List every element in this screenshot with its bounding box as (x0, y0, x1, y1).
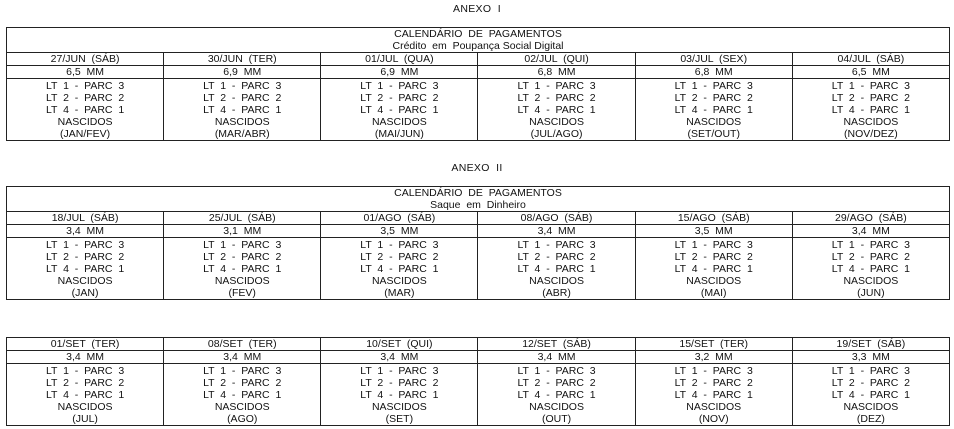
date-cell: 30/JUN (TER) (164, 53, 321, 66)
date-cell: 02/JUL (QUI) (478, 53, 635, 66)
lot-line: LT 2 - PARC 2 (517, 377, 596, 389)
lot-cell (321, 79, 478, 141)
amount-cell: 3,4 MM (478, 225, 635, 238)
annex-1-lot-row (7, 79, 950, 141)
annex-1-title: ANEXO I (453, 3, 501, 15)
lot-line: LT 4 - PARC 1 (831, 263, 910, 275)
lot-line: LT 2 - PARC 2 (45, 92, 125, 104)
lot-line: LT 1 - PARC 3 (360, 239, 439, 251)
lot-line: LT 2 - PARC 2 (674, 92, 753, 104)
birth-months: (MAI) (700, 287, 727, 299)
born-label: NASCIDOS (371, 275, 427, 287)
birth-months: (MAR) (384, 287, 415, 299)
lot-line: LT 2 - PARC 2 (203, 92, 282, 104)
lot-line: LT 2 - PARC 2 (831, 251, 910, 263)
lot-line: LT 4 - PARC 1 (45, 389, 125, 401)
annex-2-table-title: CALENDÁRIO DE PAGAMENTOS (394, 187, 562, 199)
lot-line: LT 4 - PARC 1 (203, 389, 282, 401)
birth-months: (OUT) (541, 413, 572, 425)
born-label: NASCIDOS (529, 401, 584, 413)
lot-line: LT 1 - PARC 3 (517, 239, 596, 251)
date-cell: 18/JUL (SÁB) (7, 212, 164, 225)
annex-2-lot-row (7, 238, 950, 300)
lot-line: LT 2 - PARC 2 (517, 251, 596, 263)
lot-line: LT 4 - PARC 1 (45, 263, 125, 275)
annex-2-header (7, 187, 950, 212)
lot-line: LT 1 - PARC 3 (45, 365, 125, 377)
lot-line: LT 1 - PARC 3 (517, 365, 596, 377)
amount-cell: 3,5 MM (635, 225, 792, 238)
lot-line: LT 2 - PARC 2 (674, 251, 753, 263)
lot-line: LT 4 - PARC 1 (517, 263, 596, 275)
annex-2b-date-row (7, 338, 950, 351)
lot-line: LT 4 - PARC 1 (674, 104, 753, 116)
lot-cell (164, 238, 321, 300)
born-label: NASCIDOS (529, 275, 584, 287)
birth-months: (MAI/JUN) (374, 128, 424, 140)
annex-1-table (6, 27, 950, 141)
amount-cell: 3,4 MM (164, 351, 321, 364)
lot-line: LT 1 - PARC 3 (674, 365, 753, 377)
birth-months: (NOV) (698, 413, 729, 425)
annex-2-amount-row (7, 225, 950, 238)
annex-2-table (6, 186, 950, 300)
amount-cell: 6,9 MM (164, 66, 321, 79)
born-label: NASCIDOS (686, 275, 742, 287)
born-label: NASCIDOS (57, 401, 113, 413)
lot-line: LT 2 - PARC 2 (831, 92, 910, 104)
lot-cell (792, 364, 949, 426)
born-label: NASCIDOS (214, 275, 270, 287)
lot-line: LT 1 - PARC 3 (831, 365, 910, 377)
lot-cell (478, 79, 635, 141)
date-cell: 08/AGO (SÁB) (478, 212, 635, 225)
lot-cell (635, 79, 792, 141)
lot-cell (321, 238, 478, 300)
lot-line: LT 4 - PARC 1 (45, 104, 125, 116)
lot-line: LT 4 - PARC 1 (203, 263, 282, 275)
date-cell: 10/SET (QUI) (321, 338, 478, 351)
birth-months: (AGO) (227, 413, 258, 425)
amount-cell: 3,4 MM (7, 351, 164, 364)
lot-line: LT 4 - PARC 1 (831, 104, 910, 116)
lot-cell (478, 364, 635, 426)
born-label: NASCIDOS (686, 401, 742, 413)
annex-2-date-row (7, 212, 950, 225)
lot-cell (7, 238, 164, 300)
lot-line: LT 2 - PARC 2 (203, 377, 282, 389)
annex-1-subtitle: Crédito em Poupança Social Digital (392, 39, 564, 52)
date-cell: 01/JUL (QUA) (321, 53, 478, 66)
birth-months: (NOV/DEZ) (844, 128, 898, 140)
born-label: NASCIDOS (843, 116, 899, 128)
amount-cell: 3,5 MM (321, 225, 478, 238)
lot-cell (7, 79, 164, 141)
annex-2b-lot-row (7, 364, 950, 426)
lot-line: LT 2 - PARC 2 (517, 92, 596, 104)
born-label: NASCIDOS (686, 116, 742, 128)
lot-line: LT 4 - PARC 1 (360, 389, 439, 401)
amount-cell: 6,8 MM (478, 66, 635, 79)
lot-line: LT 1 - PARC 3 (203, 365, 282, 377)
lot-line: LT 1 - PARC 3 (45, 80, 125, 92)
date-cell: 29/AGO (SÁB) (792, 212, 949, 225)
annex-1-table-title: CALENDÁRIO DE PAGAMENTOS (394, 28, 562, 40)
amount-cell: 3,4 MM (321, 351, 478, 364)
lot-line: LT 1 - PARC 3 (517, 80, 596, 92)
lot-line: LT 1 - PARC 3 (360, 80, 439, 92)
lot-cell (7, 364, 164, 426)
born-label: NASCIDOS (57, 116, 113, 128)
amount-cell: 6,5 MM (792, 66, 949, 79)
date-cell: 04/JUL (SÁB) (792, 53, 949, 66)
annex-2b-amount-row (7, 351, 950, 364)
lot-line: LT 1 - PARC 3 (831, 239, 910, 251)
lot-line: LT 2 - PARC 2 (45, 377, 125, 389)
date-cell: 08/SET (TER) (164, 338, 321, 351)
lot-cell (635, 364, 792, 426)
date-cell: 01/SET (TER) (7, 338, 164, 351)
amount-cell: 3,1 MM (164, 225, 321, 238)
lot-line: LT 4 - PARC 1 (360, 104, 439, 116)
amount-cell: 3,4 MM (478, 351, 635, 364)
birth-months: (MAR/ABR) (214, 128, 270, 140)
amount-cell: 3,2 MM (635, 351, 792, 364)
amount-cell: 6,8 MM (635, 66, 792, 79)
born-label: NASCIDOS (843, 401, 899, 413)
amount-cell: 3,4 MM (7, 225, 164, 238)
annex-2-title: ANEXO II (451, 162, 503, 174)
birth-months: (JUL/AGO) (530, 128, 583, 140)
lot-line: LT 2 - PARC 2 (360, 92, 439, 104)
birth-months: (JUN) (857, 287, 885, 299)
born-label: NASCIDOS (529, 116, 584, 128)
lot-line: LT 4 - PARC 1 (517, 104, 596, 116)
date-cell: 15/AGO (SÁB) (635, 212, 792, 225)
born-label: NASCIDOS (214, 116, 270, 128)
birth-months: (FEV) (228, 287, 256, 299)
annex-2-subtitle: Saque em Dinheiro (430, 198, 526, 211)
birth-months: (SET/OUT) (687, 128, 740, 140)
lot-line: LT 4 - PARC 1 (674, 389, 753, 401)
born-label: NASCIDOS (214, 401, 270, 413)
lot-line: LT 4 - PARC 1 (517, 389, 596, 401)
amount-cell: 6,9 MM (321, 66, 478, 79)
lot-line: LT 1 - PARC 3 (45, 239, 125, 251)
lot-line: LT 2 - PARC 2 (360, 377, 439, 389)
date-cell: 12/SET (SÁB) (478, 338, 635, 351)
lot-line: LT 1 - PARC 3 (360, 365, 439, 377)
lot-cell (478, 238, 635, 300)
born-label: NASCIDOS (57, 275, 113, 287)
lot-cell (321, 364, 478, 426)
amount-cell: 3,3 MM (792, 351, 949, 364)
date-cell: 15/SET (TER) (635, 338, 792, 351)
annex-1-amount-row (7, 66, 950, 79)
lot-line: LT 4 - PARC 1 (203, 104, 282, 116)
date-cell: 19/SET (SÁB) (792, 338, 949, 351)
annex-2-second-table (6, 337, 950, 426)
birth-months: (JAN) (71, 287, 99, 299)
lot-line: LT 1 - PARC 3 (674, 80, 753, 92)
lot-cell (792, 238, 949, 300)
lot-line: LT 2 - PARC 2 (203, 251, 282, 263)
amount-cell: 3,4 MM (792, 225, 949, 238)
birth-months: (JUL) (72, 413, 98, 425)
lot-cell (635, 238, 792, 300)
lot-line: LT 2 - PARC 2 (360, 251, 439, 263)
born-label: NASCIDOS (843, 275, 899, 287)
lot-cell (164, 364, 321, 426)
lot-line: LT 2 - PARC 2 (45, 251, 125, 263)
lot-line: LT 4 - PARC 1 (360, 263, 439, 275)
date-cell: 03/JUL (SEX) (635, 53, 792, 66)
birth-months: (ABR) (542, 287, 571, 299)
born-label: NASCIDOS (371, 401, 427, 413)
birth-months: (DEZ) (856, 413, 885, 425)
lot-line: LT 4 - PARC 1 (674, 263, 753, 275)
lot-cell (792, 79, 949, 141)
amount-cell: 6,5 MM (7, 66, 164, 79)
annex-1-header (7, 28, 950, 53)
lot-cell (164, 79, 321, 141)
lot-line: LT 1 - PARC 3 (831, 80, 910, 92)
lot-line: LT 2 - PARC 2 (674, 377, 753, 389)
lot-line: LT 4 - PARC 1 (831, 389, 910, 401)
date-cell: 27/JUN (SÁB) (7, 53, 164, 66)
annex-1-date-row (7, 53, 950, 66)
birth-months: (JAN/FEV) (59, 128, 111, 140)
lot-line: LT 1 - PARC 3 (674, 239, 753, 251)
lot-line: LT 2 - PARC 2 (831, 377, 910, 389)
birth-months: (SET) (385, 413, 414, 425)
lot-line: LT 1 - PARC 3 (203, 239, 282, 251)
lot-line: LT 1 - PARC 3 (203, 80, 282, 92)
date-cell: 25/JUL (SÁB) (164, 212, 321, 225)
born-label: NASCIDOS (371, 116, 427, 128)
date-cell: 01/AGO (SÁB) (321, 212, 478, 225)
